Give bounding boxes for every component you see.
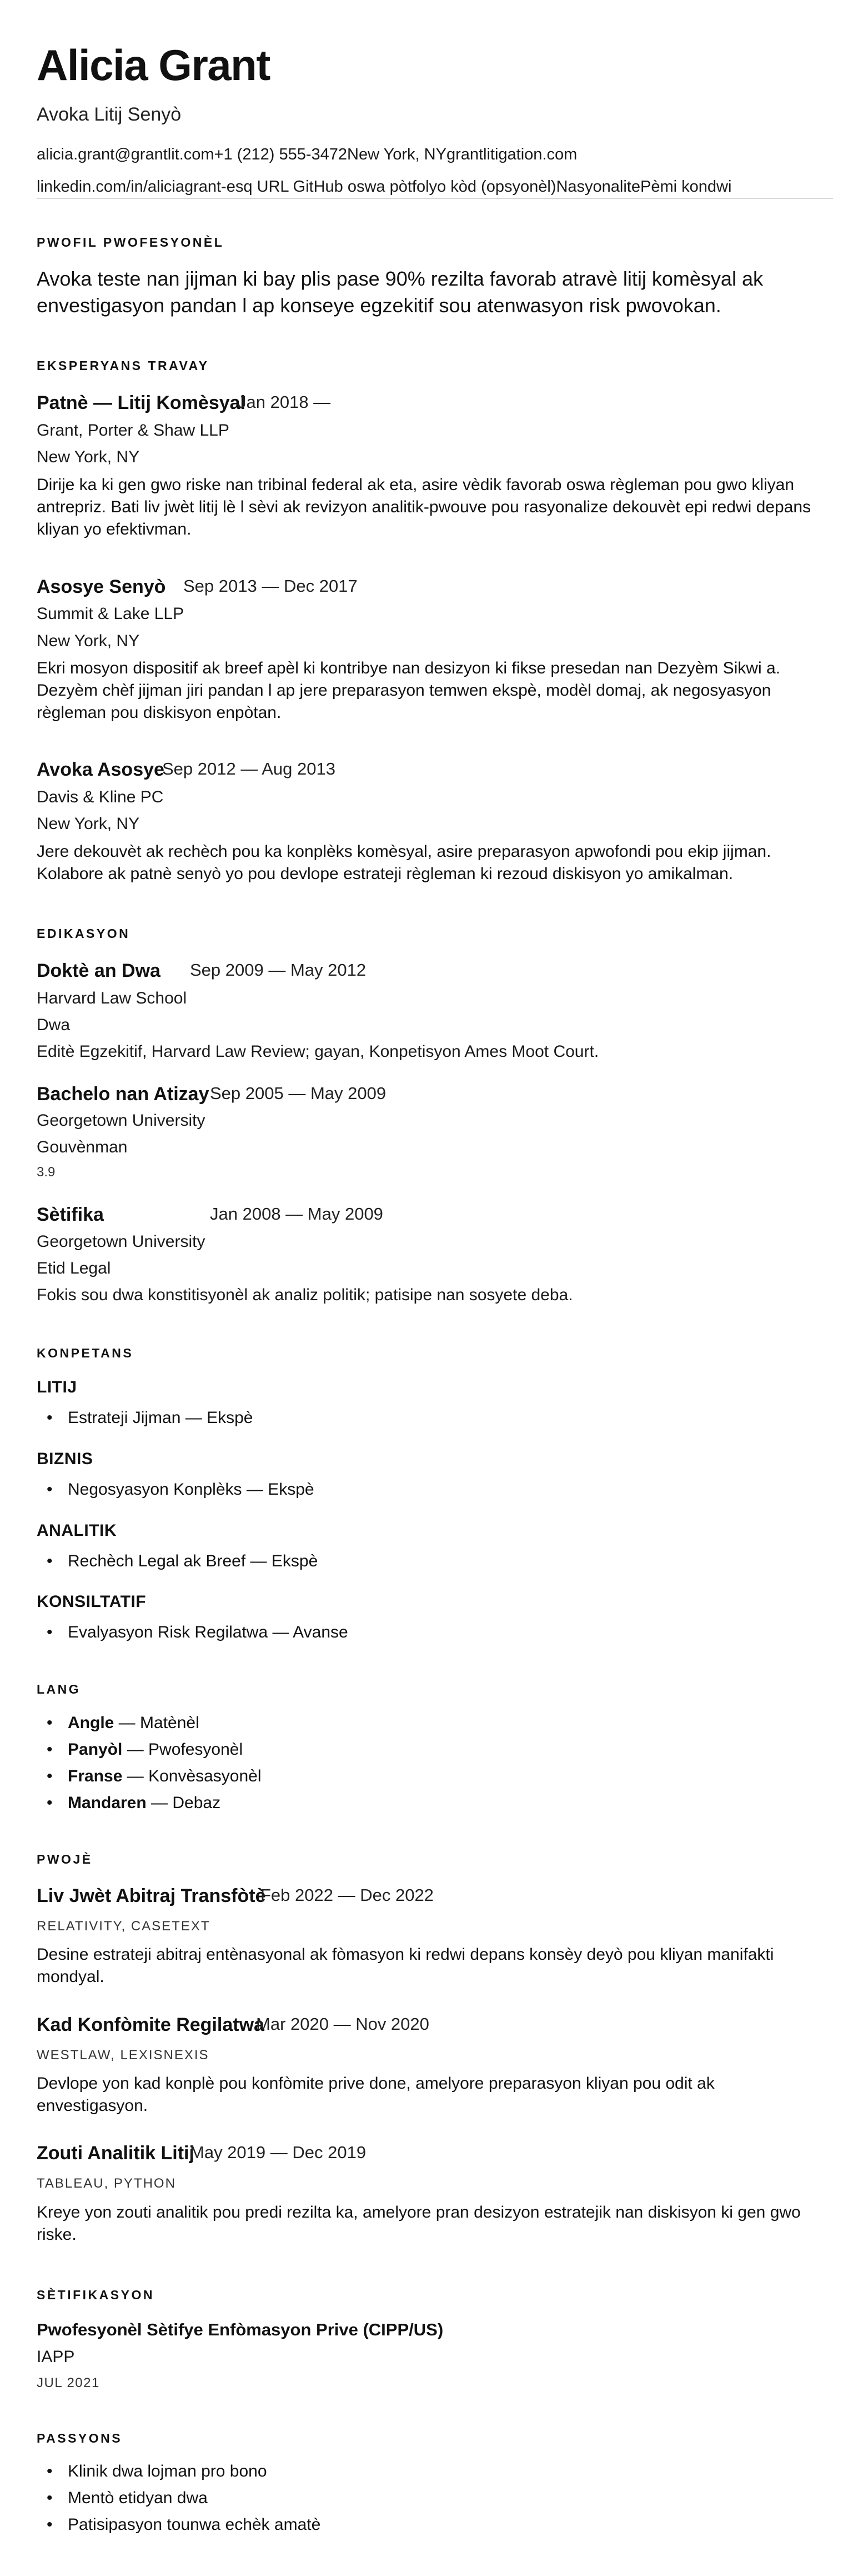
section-title-profile: PWOFIL PWOFESYONÈL [37, 235, 224, 249]
skill-item-label: Rechèch Legal ak Breef — Ekspè [68, 1552, 318, 1570]
section-title-interests: PASSYONS [37, 2431, 123, 2445]
section-title-experience: EKSPERYANS TRAVAY [37, 358, 209, 373]
education-note: Fokis sou dwa konstitisyonèl ak analiz politik; patisipe nan sosyete deba. [37, 1286, 573, 1304]
skill-group-name: KONSILTATIF [37, 1592, 147, 1611]
bullet-icon: • [47, 1714, 53, 1732]
job-dates: Sep 2013 — Dec 2017 [183, 576, 358, 596]
project-tools: RELATIVITY, CASETEXT [37, 1919, 210, 1934]
website-link[interactable]: grantlitigation.com [446, 146, 578, 163]
education-degree: Doktè an Dwa [37, 960, 160, 981]
language-name: Franse [68, 1767, 123, 1785]
education-school: Georgetown University [37, 1111, 205, 1130]
certification-issuer: IAPP [37, 2348, 75, 2366]
drivers-license-label: Pèmi kondwi [640, 178, 732, 196]
job-dates: Sep 2012 — Aug 2013 [162, 759, 335, 778]
project-dates: Feb 2022 — Dec 2022 [260, 1885, 434, 1905]
bullet-icon: • [47, 1740, 53, 1759]
bullet-icon: • [47, 2462, 53, 2480]
section-title-certifications: SÈTIFIKASYON [37, 2288, 154, 2302]
language-level: Konvèsasyonèl [148, 1767, 262, 1785]
interest-label: Mentò etidyan dwa [68, 2489, 208, 2507]
project-tools: TABLEAU, PYTHON [37, 2176, 176, 2191]
bullet-icon: • [47, 1480, 53, 1499]
language-item: • Panyòl — Pwofesyonèl [37, 1740, 243, 1759]
job-role: Asosye Senyò [37, 576, 166, 597]
skill-group-name: ANALITIK [37, 1521, 117, 1540]
education-field: Gouvènman [37, 1138, 128, 1156]
education-school: Harvard Law School [37, 989, 187, 1007]
project-description: Devlope yon kad konplè pou konfòmite prive done, amelyore preparasyon kliyan pou odit ak envestigasyon. [37, 2074, 715, 2115]
contact-line-secondary [37, 178, 731, 196]
candidate-headline: Avoka Litij Senyò [37, 104, 182, 125]
language-item: • Franse — Konvèsasyonèl [37, 1767, 262, 1786]
interest-item [37, 2489, 208, 2508]
language-level: Debaz [172, 1794, 221, 1812]
job-description: Jere dekouvèt ak rechèch pou ka konplèks komèsyal, asire preparasyon apwofondi pou ekip jijman. Kolabore ak patnè senyò yo pou devlope estrateji règleman ki rezoud diskisyon yo amikalman. [37, 842, 771, 883]
project-description: Kreye yon zouti analitik pou predi rezilta ka, amelyore pran desizyon estratejik nan diskisyon ki gen gwo riske. [37, 2203, 801, 2244]
project-name: Kad Konfòmite Regilatwa [37, 2014, 264, 2035]
phone-number[interactable]: +1 (212) 555-3472 [214, 146, 348, 163]
job-description: Ekri mosyon dispositif ak breef apèl ki kontribye nan desizyon ki fikse presedan nan Dezyèm Sikwi a. Dezyèm chèf jijman jiri pandan l ap jere preparasyon temwen ekspè, modèl domaj, ak negosyasyon règleman pou diskisyon enpòtan. [37, 659, 780, 722]
location-text: New York, NY [347, 146, 446, 163]
language-name: Mandaren [68, 1794, 147, 1812]
section-title-languages: LANG [37, 1682, 81, 1696]
job-role: Avoka Asosye [37, 759, 164, 780]
header-divider [37, 198, 833, 199]
education-field: Dwa [37, 1016, 71, 1034]
language-level: Matènèl [140, 1714, 199, 1732]
contact-line-primary [37, 146, 577, 164]
job-role: Patnè — Litij Komèsyal [37, 392, 245, 413]
nationality-label: Nasyonalite [556, 178, 640, 196]
job-location: New York, NY [37, 632, 140, 650]
education-dates: Jan 2008 — May 2009 [210, 1204, 383, 1224]
language-name: Panyòl [68, 1740, 123, 1759]
project-name: Zouti Analitik Litij [37, 2143, 194, 2164]
job-company: Summit & Lake LLP [37, 605, 184, 623]
email-link[interactable]: alicia.grant@grantlit.com [37, 146, 214, 163]
job-company: Grant, Porter & Shaw LLP [37, 421, 229, 440]
education-dates: Sep 2005 — May 2009 [210, 1084, 387, 1103]
project-tools: WESTLAW, LEXISNEXIS [37, 2048, 209, 2063]
bullet-icon: • [47, 1409, 53, 1427]
bullet-icon: • [47, 2515, 53, 2534]
job-company: Davis & Kline PC [37, 788, 164, 806]
education-degree: Bachelo nan Atizay [37, 1084, 209, 1105]
job-location: New York, NY [37, 815, 140, 833]
skill-item [37, 1409, 253, 1427]
interest-label: Klinik dwa lojman pro bono [68, 2462, 267, 2480]
linkedin-link[interactable]: linkedin.com/in/aliciagrant-esq [37, 178, 253, 196]
skill-item [37, 1623, 348, 1642]
project-name: Liv Jwèt Abitraj Transfòtè [37, 1885, 266, 1906]
interest-item [37, 2462, 267, 2481]
skill-item [37, 1480, 314, 1499]
education-dates: Sep 2009 — May 2012 [190, 960, 367, 980]
skill-item-label: Estrateji Jijman — Ekspè [68, 1409, 253, 1427]
portfolio-url-placeholder[interactable]: URL GitHub oswa pòtfolyo kòd (opsyonèl) [257, 178, 556, 196]
skill-item-label: Negosyasyon Konplèks — Ekspè [68, 1480, 314, 1499]
education-degree: Sètifika [37, 1204, 104, 1225]
skill-item [37, 1552, 318, 1571]
section-title-projects: PWOJÈ [37, 1852, 93, 1866]
education-field: Etid Legal [37, 1259, 111, 1277]
bullet-icon: • [47, 1623, 53, 1641]
interest-item [37, 2515, 320, 2534]
skill-item-label: Evalyasyon Risk Regilatwa — Avanse [68, 1623, 348, 1641]
project-description: Desine estrateji abitraj entènasyonal ak fòmasyon ki redwi depans konsèy deyò pou kliyan manifakti mondyal. [37, 1945, 774, 1986]
interest-label: Patisipasyon tounwa echèk amatè [68, 2515, 321, 2534]
skill-group-name: LITIJ [37, 1378, 77, 1396]
language-level: Pwofesyonèl [148, 1740, 243, 1759]
education-gpa: 3.9 [37, 1165, 56, 1180]
bullet-icon: • [47, 2489, 53, 2507]
education-school: Georgetown University [37, 1232, 205, 1251]
certification-date: JUL 2021 [37, 2375, 100, 2390]
job-location: New York, NY [37, 448, 140, 466]
job-dates: Jan 2018 — [238, 392, 331, 412]
job-description: Dirije ka ki gen gwo riske nan tribinal federal ak eta, asire vèdik favorab oswa règleman pou gwo kliyan antrepriz. Bati liv jwèt litij lè l sèvi ak revizyon analitik-pwouve pou rasyonalize dekouvèt epi redwi depans kliyan yo efektivman. [37, 476, 811, 538]
certification-name: Pwofesyonèl Sètifye Enfòmasyon Prive (CIPP/US) [37, 2320, 444, 2339]
bullet-icon: • [47, 1767, 53, 1785]
bullet-icon: • [47, 1794, 53, 1812]
skill-group-name: BIZNIS [37, 1450, 93, 1468]
candidate-name: Alicia Grant [37, 41, 270, 89]
language-item: • Mandaren — Debaz [37, 1794, 220, 1813]
education-note: Editè Egzekitif, Harvard Law Review; gayan, Konpetisyon Ames Moot Court. [37, 1042, 599, 1061]
section-title-skills: KONPETANS [37, 1346, 134, 1360]
language-item: • Angle — Matènèl [37, 1714, 199, 1733]
section-title-education: EDIKASYON [37, 926, 131, 941]
project-dates: May 2019 — Dec 2019 [190, 2143, 367, 2162]
profile-summary: Avoka teste nan jijman ki bay plis pase 90% rezilta favorab atravè litij komèsyal ak envestigasyon pandan l ap konseye egzekitif sou atenwasyon risk pwovokan. [37, 267, 763, 317]
project-dates: Mar 2020 — Nov 2020 [256, 2014, 429, 2034]
language-name: Angle [68, 1714, 114, 1732]
bullet-icon: • [47, 1552, 53, 1570]
